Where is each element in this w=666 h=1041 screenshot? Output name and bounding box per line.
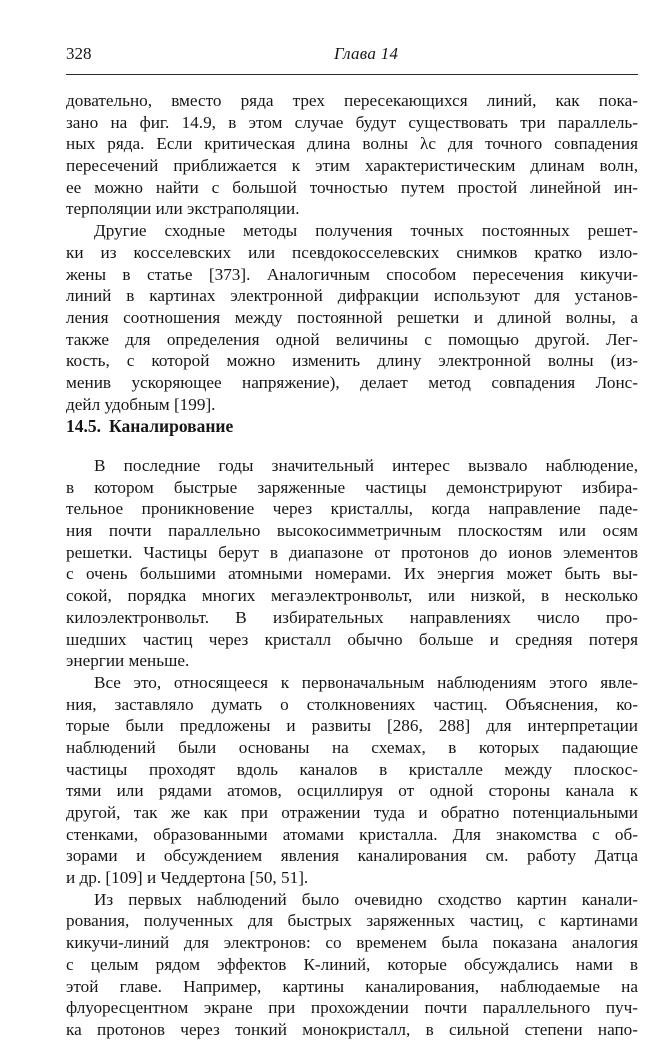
running-header	[66, 44, 638, 68]
text-line: и др. [109] и Чеддертона [50, 51].	[66, 868, 309, 888]
text-line: стенками, образованными атомами кристалла. Для знакомства с об-	[66, 824, 638, 844]
text-line: тельное проникновение через кристаллы, когда направление паде-	[66, 499, 638, 519]
text-line: Из первых наблюдений было очевидно сходство картин канали-	[94, 889, 638, 909]
header-rule	[66, 74, 638, 75]
text-line: решетки. Частицы берут в диапазоне от протонов до ионов элементов	[66, 542, 638, 562]
text-line: Другие сходные методы получения точных постоянных решет-	[94, 221, 638, 241]
section-title: Каналирование	[109, 416, 234, 436]
text-line: кикучи-линий для электронов: со временем была показана аналогия	[66, 933, 638, 953]
text-line: дейл удобным [199].	[66, 394, 216, 414]
text-line: ления соотношения между постоянной решетки и длиной волны, а	[66, 307, 638, 327]
text-line: В последние годы значительный интерес вызвало наблюдение,	[94, 456, 638, 475]
text-line: линий в картинах электронной дифракции используют для установ-	[66, 286, 638, 306]
text-line: шедших частиц через кристалл обычно больше и средняя потеря	[66, 629, 638, 649]
text-line: жены в статье [373]. Аналогичным способом пересечения кикучи-	[66, 264, 638, 284]
text-line: ных ряда. Если критическая длина волны λc для точного совпадения	[66, 134, 638, 154]
text-line: ния, заставляло думать о столкновениях частиц. Объяснения, ко-	[66, 694, 638, 714]
text-line: ния почти параллельно высокосимметричным плоскостям или осям	[66, 521, 638, 541]
text-line: ее можно найти с большой точностью путем простой линейной ин-	[66, 177, 638, 197]
text-line: килоэлектронвольт. В избирательных направлениях число про-	[66, 607, 638, 627]
text-line: флуоресцентном экране при прохождении почти параллельного пуч-	[66, 998, 638, 1018]
text-line: энергии меньше.	[66, 651, 190, 671]
text-line: другой, так же как при отражении туда и обратно потенциальными	[66, 803, 638, 822]
text-line: сокой, порядка многих мегаэлектронвольт, или низкой, в несколько	[66, 586, 638, 606]
text-line: зано на фиг. 14.9, в этом случае будут существовать три параллель-	[66, 112, 638, 132]
text-line: зорами и обсуждением явления каналирования см. работу Датца	[66, 846, 638, 866]
text-line: также для определения одной величины с помощью другой. Лег-	[66, 329, 638, 349]
text-line: с очень большими атомными номерами. Их энергия может быть вы-	[66, 564, 638, 584]
text-block-channeling	[66, 455, 638, 1041]
text-line: терполяции или экстраполяции.	[66, 199, 300, 219]
text-line: этой главе. Например, картины каналирования, наблюдаемые на	[66, 976, 638, 996]
section-heading	[66, 416, 233, 437]
text-line: тями или рядами атомов, осциллируя от одной стороны канала к	[66, 781, 638, 801]
text-line: частицы проходят вдоль каналов в кристалле между плоскос-	[66, 759, 638, 779]
text-line: в котором быстрые заряженные частицы демонстрируют избира-	[66, 477, 638, 497]
text-line: кость, с которой можно изменить длину электронной волны (из-	[66, 351, 638, 371]
text-line: наблюдений были основаны на схемах, в которых падающие	[66, 737, 638, 757]
text-line: с целым рядом эффектов К-линий, которые обсуждались нами в	[66, 954, 638, 974]
section-number: 14.5.	[66, 416, 101, 436]
text-line: торые были предложены и развиты [286, 288] для интерпретации	[66, 716, 638, 736]
text-line: рования, полученных для быстрых заряженных частиц, с картинами	[66, 911, 638, 931]
text-block-intro	[66, 90, 638, 415]
text-line: менив ускоряющее напряжение), делает метод совпадения Лонс-	[66, 372, 638, 392]
text-line: ка протонов через тонкий монокристалл, в сильной степени напо-	[66, 1019, 638, 1039]
text-line: Все это, относящееся к первоначальным наблюдениям этого явле-	[94, 672, 638, 692]
page-number: 328	[66, 44, 92, 63]
text-line: ки из косселевских или псевдокосселевских снимков кратко изло-	[66, 242, 638, 262]
text-line: пересечений приближается к этим характеристическим длинам волн,	[66, 156, 638, 176]
chapter-title: Глава 14	[334, 44, 399, 63]
text-line: довательно, вместо ряда трех пересекающихся линий, как пока-	[66, 91, 638, 110]
